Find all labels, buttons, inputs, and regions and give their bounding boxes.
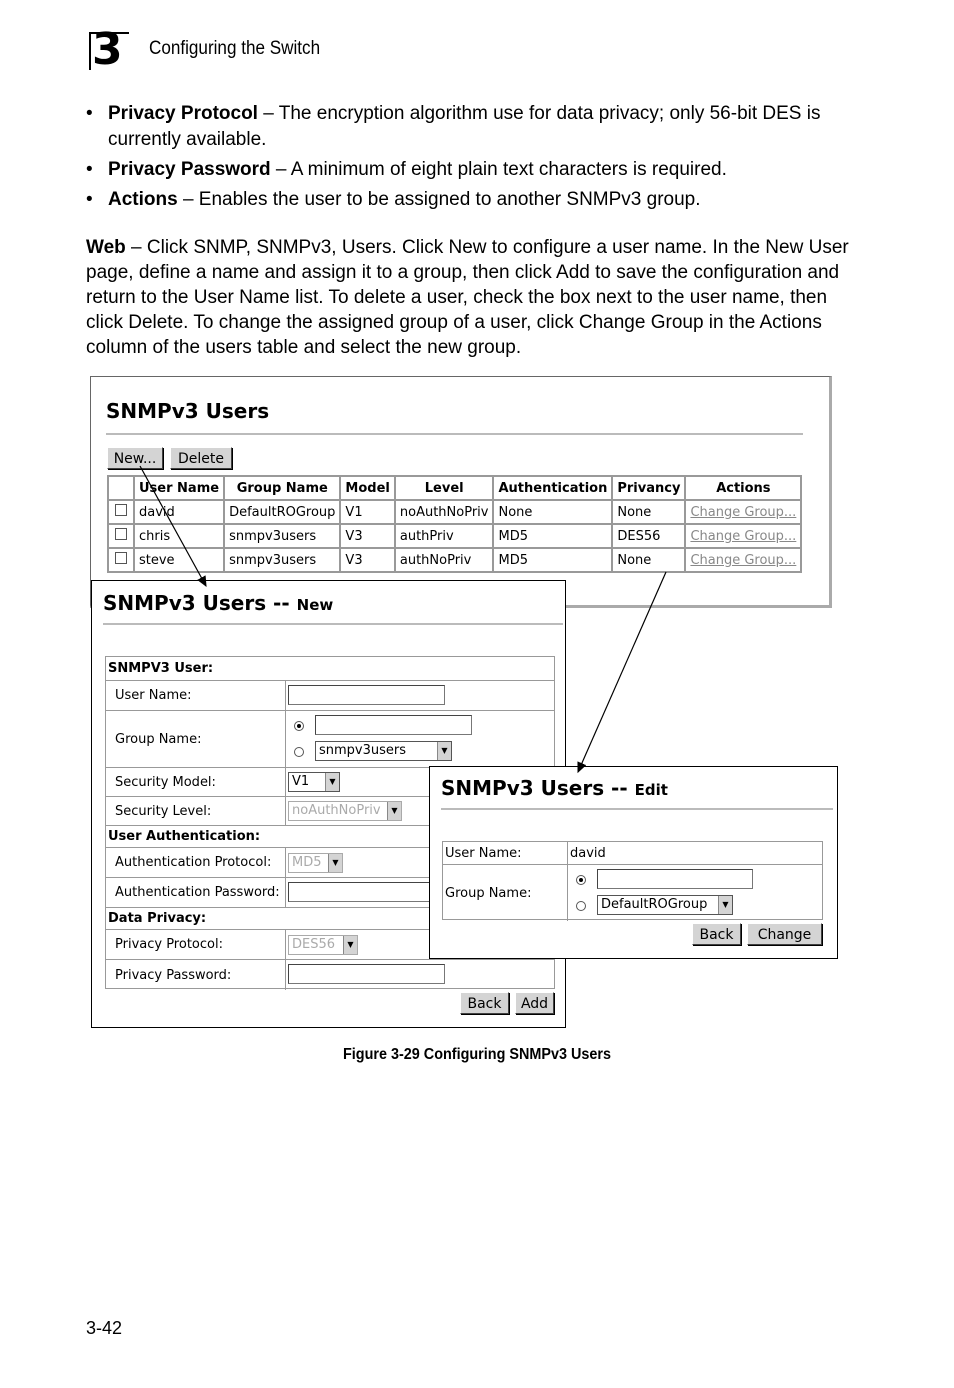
change-group-link[interactable]: Change Group... xyxy=(690,504,797,520)
chevron-down-icon: ▼ xyxy=(387,802,401,820)
security-model-label: Security Model: xyxy=(106,768,286,796)
auth-password-label: Authentication Password: xyxy=(106,878,286,907)
arrow-change-group-to-edit-panel xyxy=(578,572,666,772)
new-panel-title: SNMPv3 Users -- New xyxy=(103,591,334,615)
privacy-protocol-select[interactable]: DES56 ▼ xyxy=(288,935,358,955)
cell-user: david xyxy=(134,500,224,524)
cell-group: snmpv3users xyxy=(224,548,340,572)
users-panel-title: SNMPv3 Users xyxy=(106,399,270,423)
security-model-select[interactable]: V1 ▼ xyxy=(288,772,340,792)
column-model: Model xyxy=(340,476,394,500)
arrow-new-to-new-panel xyxy=(140,466,206,586)
auth-protocol-label: Authentication Protocol: xyxy=(106,848,286,877)
cell-priv: None xyxy=(612,500,685,524)
change-button[interactable]: Change xyxy=(747,923,822,945)
column-privancy: Privancy xyxy=(612,476,685,500)
cell-user: chris xyxy=(134,524,224,548)
user-name-label: User Name: xyxy=(106,681,286,710)
chevron-down-icon: ▼ xyxy=(328,854,342,872)
cell-group: DefaultROGroup xyxy=(224,500,340,524)
cell-auth: None xyxy=(493,500,612,524)
security-level-label: Security Level: xyxy=(106,797,286,825)
section-user-authentication: User Authentication: xyxy=(108,829,261,844)
auth-protocol-select[interactable]: MD5 ▼ xyxy=(288,853,343,873)
new-button[interactable]: New... xyxy=(107,447,163,469)
cell-priv: DES56 xyxy=(612,524,685,548)
section-data-privacy: Data Privacy: xyxy=(108,911,207,926)
page-number: 3-42 xyxy=(86,1318,123,1338)
cell-model: V3 xyxy=(340,548,394,572)
bullet-marker: • xyxy=(86,103,93,124)
bullet-marker: • xyxy=(86,159,93,180)
web-instructions: Web – Click SNMP, SNMPv3, Users. Click New to configure a user name. In the New User page, define a name and assign it to a group, then click Add to save the configuration and return to the User Name list. To delete a user, check the box next to the user name, then click Delete. To change the assigned group of a user, click Change Group in the Actions column of the users table and select the new group. xyxy=(86,237,849,358)
chevron-down-icon: ▼ xyxy=(718,896,732,914)
privacy-password-label: Privacy Password: xyxy=(106,960,286,990)
add-button[interactable]: Add xyxy=(515,992,554,1014)
section-snmpv3-user: SNMPV3 User: xyxy=(108,661,214,676)
column-actions: Actions xyxy=(685,476,801,500)
chapter-title: Configuring the Switch xyxy=(149,38,321,59)
edit-panel-title: SNMPv3 Users -- Edit xyxy=(441,776,668,800)
group-name-label: Group Name: xyxy=(443,865,568,921)
cell-level: noAuthNoPriv xyxy=(395,500,494,524)
chevron-down-icon: ▼ xyxy=(437,742,451,760)
group-name-label: Group Name: xyxy=(106,711,286,767)
chevron-down-icon: ▼ xyxy=(325,773,339,791)
cell-model: V3 xyxy=(340,524,394,548)
chevron-down-icon: ▼ xyxy=(343,936,357,954)
delete-button[interactable]: Delete xyxy=(170,447,232,469)
user-name-label: User Name: xyxy=(443,842,568,864)
bullet-marker: • xyxy=(86,189,93,210)
chapter-number: 3 xyxy=(92,24,123,75)
column-user-name: User Name xyxy=(134,476,224,500)
privacy-protocol-label: Privacy Protocol: xyxy=(106,930,286,959)
cell-auth: MD5 xyxy=(493,548,612,572)
bullet-privacy-password: Privacy Password – A minimum of eight plain text characters is required. xyxy=(108,159,727,180)
security-level-select[interactable]: noAuthNoPriv ▼ xyxy=(288,801,402,821)
change-group-link[interactable]: Change Group... xyxy=(690,552,797,568)
back-button[interactable]: Back xyxy=(692,923,741,945)
cell-level: authPriv xyxy=(395,524,494,548)
column-authentication: Authentication xyxy=(493,476,612,500)
cell-user: steve xyxy=(134,548,224,572)
cell-group: snmpv3users xyxy=(224,524,340,548)
figure-caption: Figure 3-29 Configuring SNMPv3 Users xyxy=(342,1046,612,1063)
column-level: Level xyxy=(395,476,494,500)
bullet-actions: Actions – Enables the user to be assigned to another SNMPv3 group. xyxy=(108,189,701,210)
cell-level: authNoPriv xyxy=(395,548,494,572)
group-name-select[interactable]: snmpv3users ▼ xyxy=(315,741,452,761)
change-group-link[interactable]: Change Group... xyxy=(690,528,797,544)
cell-model: V1 xyxy=(340,500,394,524)
back-button[interactable]: Back xyxy=(460,992,509,1014)
bullet-privacy-protocol: Privacy Protocol – The encryption algorithm use for data privacy; only 56-bit DES is currently available. xyxy=(108,103,821,150)
user-name-value: david xyxy=(570,845,606,861)
cell-auth: MD5 xyxy=(493,524,612,548)
column-group-name: Group Name xyxy=(224,476,340,500)
group-name-select[interactable]: DefaultROGroup ▼ xyxy=(597,895,733,915)
cell-priv: None xyxy=(612,548,685,572)
